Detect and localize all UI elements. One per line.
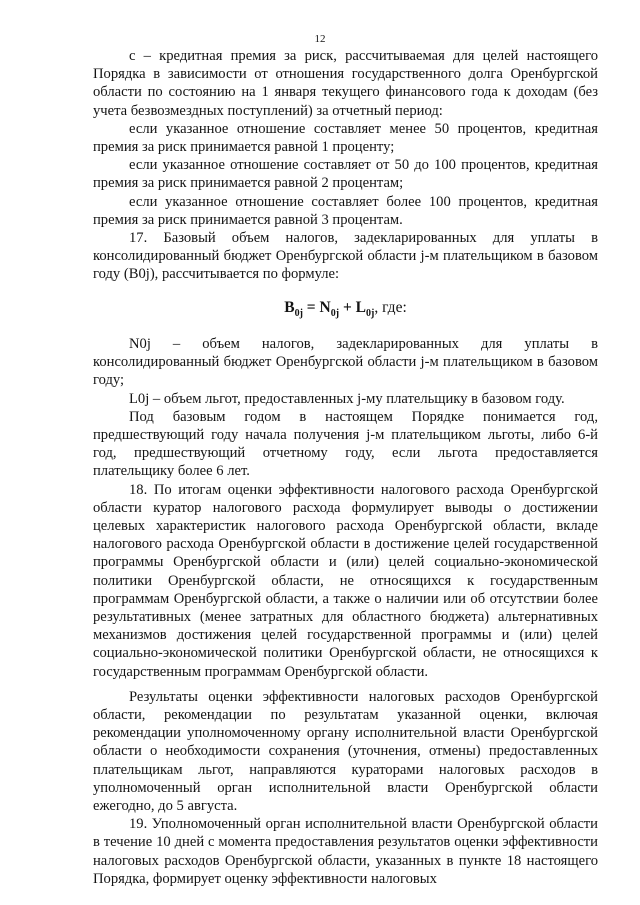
formula-base-tax: [93, 299, 598, 323]
paragraph-base-year: Под базовым годом в настоящем Порядке понимается год, предшествующий году начала получения j-м плательщиком льготы, либо 6-й год, предшествующий отчетному году, если льгота предоставляется плательщику более 6 лет.: [93, 408, 598, 480]
paragraph-condition-under-50: если указанное отношение составляет менее 50 процентов, кредитная премия за риск принимается равной 1 проценту;: [93, 120, 598, 156]
formula-lhs: $B_{0j}$: [284, 298, 303, 319]
paragraph-19-authorized-body: 19. Уполномоченный орган исполнительной власти Оренбургской области в течение 10 дней с момента предоставления результатов оценки эффективности налоговых расходов Оренбургской области, указанных в пункте 18 настоящего Порядка, формирует оценку эффективности налоговых: [93, 816, 598, 887]
paragraph-18-conclusions: 18. По итогам оценки эффективности налогового расхода Оренбургской области куратор налогового расхода формулирует выводы о достижении целевых характеристик налогового расхода Оренбургской области, вкладе налогового расхода Оренбургской области в достижение целей государственной программы Оренбургской области и (или) целей социально-экономической политики Оренбургской области, не относящихся к государственным программам Оренбургской области, а также о наличии или об отсутствии более результативных (менее затратных для областного бюджета) альтернативных механизмов достижения целей государственной программы и (или) целей социально-экономической политики Оренбургской области, не относящихся к государственным программам Оренбургской области.: [93, 481, 598, 680]
paragraph-n0j-definition: N0j – объем налогов, задекларированных для уплаты в консолидированный бюджет Оренбургской области j-м плательщиком в базовом году;: [93, 335, 598, 389]
paragraph-l0j-definition: L0j – объем льгот, предоставленных j-му плательщику в базовом году.: [129, 390, 565, 407]
document-body: [93, 47, 598, 888]
formula-term-n: $N_{0j}$: [319, 298, 340, 319]
paragraph-condition-over-100: если указанное отношение составляет более 100 процентов, кредитная премия за риск принимается равной 3 процентам.: [93, 193, 598, 228]
page-number: 12: [314, 33, 326, 45]
formula-term-l: $L_{0j}$: [355, 298, 375, 319]
paragraph-condition-50-100: если указанное отношение составляет от 50 до 100 процентов, кредитная премия за риск принимается равной 2 процентам;: [93, 157, 598, 192]
formula-tail: , где:: [374, 298, 407, 316]
paragraph-credit-premium: c – кредитная премия за риск, рассчитываемая для целей настоящего Порядка в зависимости от отношения государственного долга Оренбургской области по состоянию на 1 января текущего финансового года к доходам (без учета безвозмездных поступлений) за отчетный период:: [93, 48, 598, 119]
paragraph-results-submission: Результаты оценки эффективности налоговых расходов Оренбургской области, рекомендации по результатам указанной оценки, включая рекомендации уполномоченному органу исполнительной власти Оренбургской области о необходимости сохранения (уточнения, отмены) предоставленных плательщикам льгот, направляются кураторами налоговых расходов в уполномоченный орган исполнительной власти Оренбургской области ежегодно, до 5 августа.: [93, 688, 598, 815]
paragraph-17-base-tax: 17. Базовый объем налогов, задекларированных для уплаты в консолидированный бюджет Оренбургской области j-м плательщиком в базовом году (B0j), рассчитывается по формуле:: [93, 230, 598, 283]
formula-plus: +: [339, 298, 356, 316]
formula-equals: =: [302, 298, 320, 316]
